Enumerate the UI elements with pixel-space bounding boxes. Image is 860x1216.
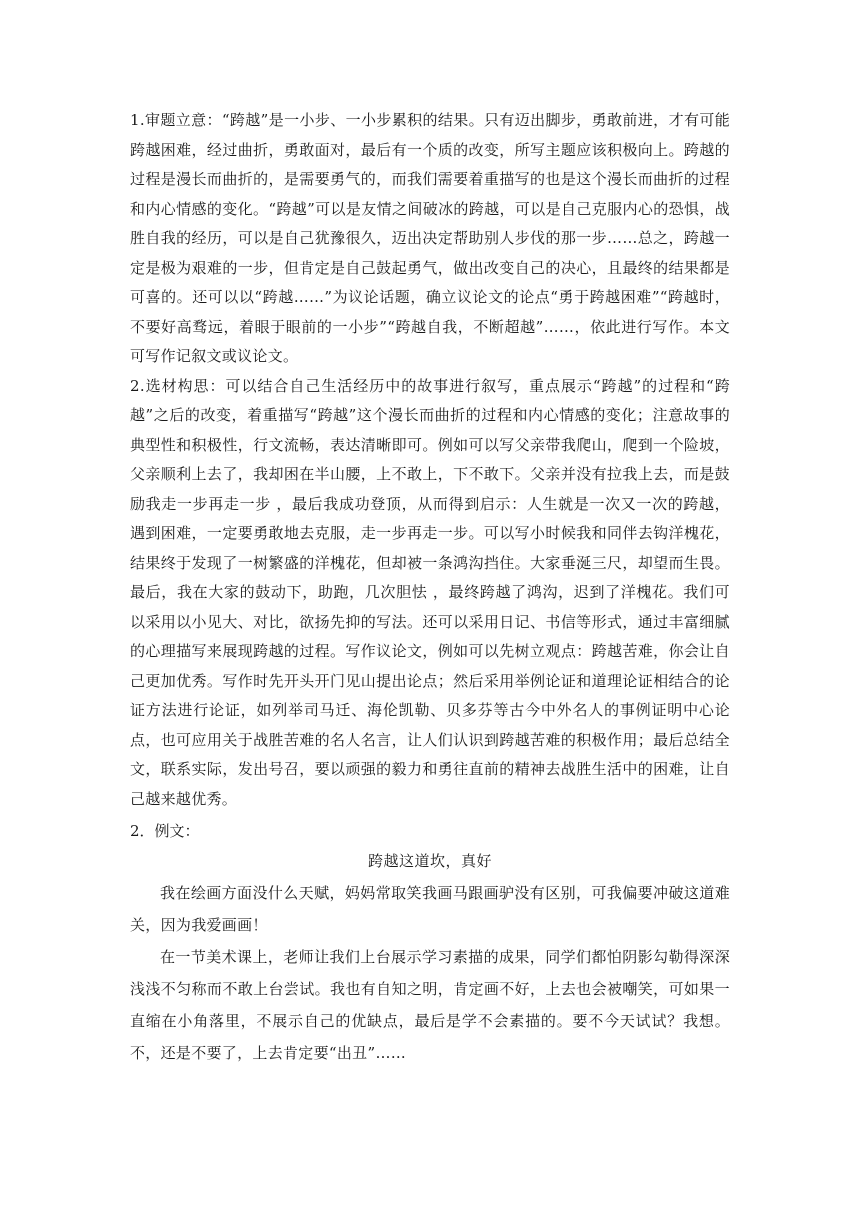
example-label: 2．例文：: [130, 822, 200, 840]
essay-paragraph-1: 我在绘画方面没什么天赋，妈妈常取笑我画马跟画驴没有区别，可我偏要冲破这道难关，因为我爱画画！: [130, 884, 730, 934]
document-page: [130, 106, 730, 1069]
essay-paragraph-2: 在一节美术课上，老师让我们上台展示学习素描的成果，同学们都怕阴影勾勒得深深浅浅不匀称而不敢上台尝试。我也有自知之明，肯定画不好，上去也会被嘲笑，可如果一直缩在小角落里，不展示自己的优缺点，最后是学不会素描的。要不今天试试？我想。不，还是不要了，上去肯定要“出丑”……: [130, 948, 730, 1062]
paragraph-topic-analysis: 1.审题立意：“跨越”是一小步、一小步累积的结果。只有迈出脚步，勇敢前进，才有可能跨越困难，经过曲折，勇敢面对，最后有一个质的改变，所写主题应该积极向上。跨越的过程是漫长而曲折的，是需要勇气的，而我们需要着重描写的也是这个漫长而曲折的过程和内心情感的变化。“跨越”可以是友情之间破冰的跨越，可以是自己克服内心的恐惧，战胜自我的经历，可以是自己犹豫很久，迈出决定帮助别人步伐的那一步……总之，跨越一定是极为艰难的一步，但肯定是自己鼓起勇气，做出改变自己的决心，且最终的结果都是可喜的。还可以以“跨越……”为议论话题，确立议论文的论点“勇于跨越困难”“跨越时，不要好高骛远，着眼于眼前的一小步”“跨越自我，不断超越”……，依此进行写作。本文可写作记叙文或议论文。: [130, 111, 730, 365]
paragraph-material-selection: 2.选材构思：可以结合自己生活经历中的故事进行叙写，重点展示“跨越”的过程和“跨越”之后的改变，着重描写“跨越”这个漫长而曲折的过程和内心情感的变化；注意故事的典型性和积极性，行文流畅，表达清晰即可。例如可以写父亲带我爬山，爬到一个险坡，父亲顺利上去了，我却困在半山腰，上不敢上，下不敢下。父亲并没有拉我上去，而是鼓励我走一步再走一步 ，最后我成功登顶，从而得到启示：人生就是一次又一次的跨越，遇到困难，一定要勇敢地去克服，走一步再走一步。可以写小时候我和同伴去钩洋槐花，结果终于发现了一树繁盛的洋槐花，但却被一条鸿沟挡住。大家垂涎三尺，却望而生畏。最后，我在大家的鼓动下，助跑，几次胆怯 ，最终跨越了鸿沟，迟到了洋槐花。我们可以采用以小见大、对比，欲扬先抑的写法。还可以采用日记、书信等形式，通过丰富细腻的心理描写来展现跨越的过程。写作议论文，例如可以先树立观点：跨越苦难，你会让自己更加优秀。写作时先开头开门见山提出论点；然后采用举例论证和道理论证相结合的论证方法进行论证，如列举司马迁、海伦凯勒、贝多芬等古今中外名人的事例证明中心论点，也可应用关于战胜苦难的名人名言，让人们认识到跨越苦难的积极作用；最后总结全文，联系实际，发出号召，要以顽强的毅力和勇往直前的精神去战胜生活中的困难，让自己越来越优秀。: [130, 376, 730, 808]
essay-title: 跨越这道坎，真好: [367, 852, 492, 870]
